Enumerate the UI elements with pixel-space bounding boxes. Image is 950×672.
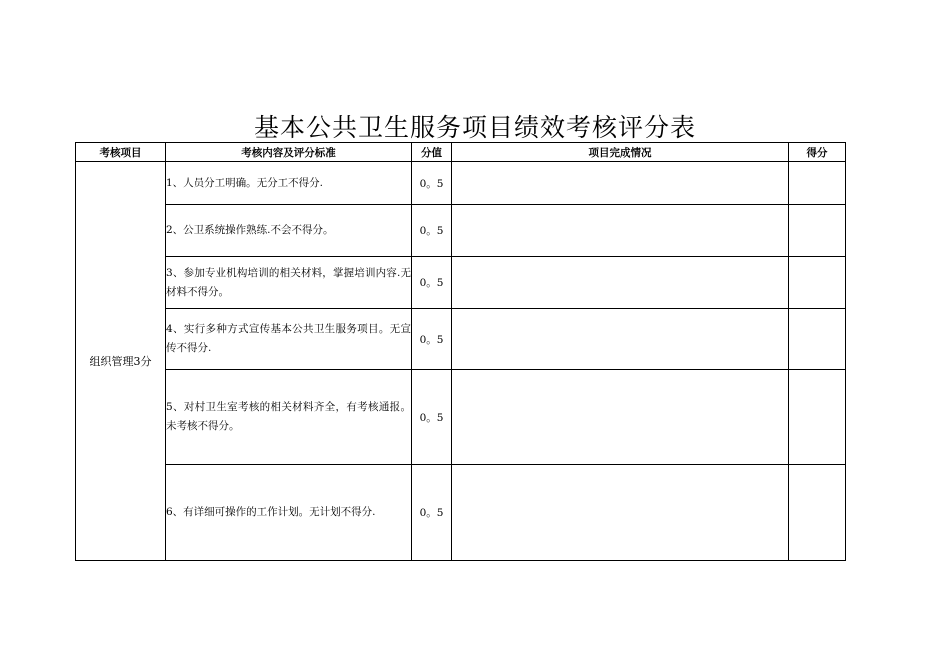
header-value: 分值 [412, 143, 452, 162]
score-cell[interactable] [789, 465, 846, 561]
value-cell: 0。5 [412, 257, 452, 309]
content-cell: 4、实行多种方式宣传基本公共卫生服务项目。无宣传不得分. [166, 309, 412, 370]
value-cell: 0。5 [412, 205, 452, 257]
value-cell: 0。5 [412, 370, 452, 465]
table-row [76, 205, 846, 257]
completion-cell[interactable] [452, 205, 789, 257]
header-item: 考核项目 [76, 143, 166, 162]
completion-cell[interactable] [452, 309, 789, 370]
table-row [76, 465, 846, 561]
header-row [76, 143, 846, 162]
completion-cell[interactable] [452, 370, 789, 465]
table-row [76, 162, 846, 205]
score-cell[interactable] [789, 257, 846, 309]
content-cell: 6、有详细可操作的工作计划。无计划不得分. [166, 465, 412, 561]
content-cell: 1、人员分工明确。无分工不得分. [166, 162, 412, 205]
score-cell[interactable] [789, 309, 846, 370]
completion-cell[interactable] [452, 465, 789, 561]
table-row [76, 257, 846, 309]
score-cell[interactable] [789, 370, 846, 465]
page-title: 基本公共卫生服务项目绩效考核评分表 [253, 113, 696, 142]
content-cell: 2、公卫系统操作熟练.不会不得分。 [166, 205, 412, 257]
score-table [75, 142, 846, 561]
value-cell: 0。5 [412, 309, 452, 370]
content-cell: 5、对村卫生室考核的相关材料齐全，有考核通报。未考核不得分。 [166, 370, 412, 465]
value-cell: 0。5 [412, 465, 452, 561]
completion-cell[interactable] [452, 162, 789, 205]
header-content: 考核内容及评分标准 [166, 143, 412, 162]
score-cell[interactable] [789, 162, 846, 205]
header-score: 得分 [789, 143, 846, 162]
header-completion: 项目完成情况 [452, 143, 789, 162]
value-cell: 0。5 [412, 162, 452, 205]
content-cell: 3、参加专业机构培训的相关材料，掌握培训内容.无材料不得分。 [166, 257, 412, 309]
completion-cell[interactable] [452, 257, 789, 309]
category-cell: 组织管理3分 [76, 162, 166, 561]
score-cell[interactable] [789, 205, 846, 257]
table-row [76, 370, 846, 465]
table-row [76, 309, 846, 370]
